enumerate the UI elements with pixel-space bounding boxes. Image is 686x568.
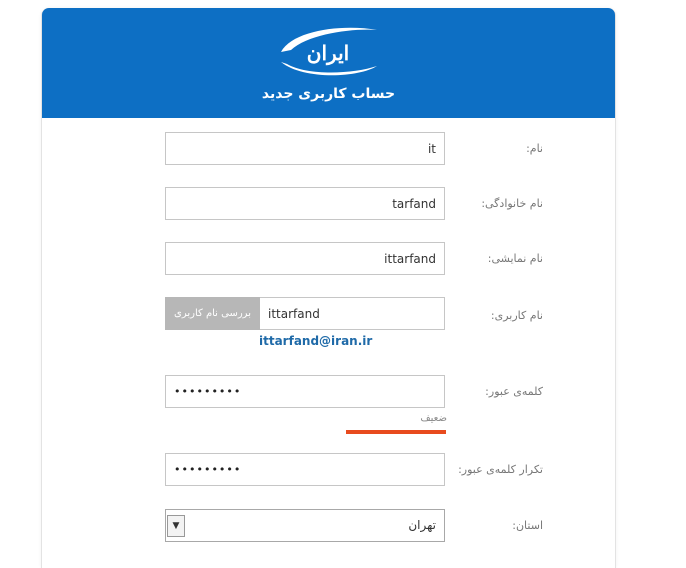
province-selected-value: تهران [408,518,436,532]
iran-logo [273,22,383,82]
display-name-label: نام نمایشی: [487,252,543,265]
username-field[interactable]: ittarfand [260,297,445,330]
password-strength-label: ضعیف [420,413,447,424]
username-label: نام کاربری: [490,309,543,322]
header-banner [42,8,615,118]
email-preview: ittarfand@iran.ir [259,334,373,348]
last-name-field[interactable]: tarfand [165,187,445,220]
confirm-password-label: تکرار کلمه‌ی عبور: [458,463,543,476]
logo-text: ایران [306,41,350,65]
dropdown-arrow-icon[interactable]: ▼ [167,515,185,537]
first-name-label: نام: [526,142,543,155]
signup-card [41,8,616,568]
password-label: کلمه‌ی عبور: [485,385,543,398]
password-strength-bar [346,430,446,434]
province-select[interactable] [165,509,445,542]
last-name-label: نام خانوادگی: [481,197,543,210]
display-name-field[interactable]: ittarfand [165,242,445,275]
confirm-password-field[interactable]: ••••••••• [165,453,445,486]
first-name-field[interactable]: it [165,132,445,165]
check-username-button[interactable]: بررسی نام کاربری [165,297,260,330]
page-title: حساب کاربری جدید [261,86,396,102]
password-field[interactable]: ••••••••• [165,375,445,408]
province-label: استان: [512,519,543,532]
